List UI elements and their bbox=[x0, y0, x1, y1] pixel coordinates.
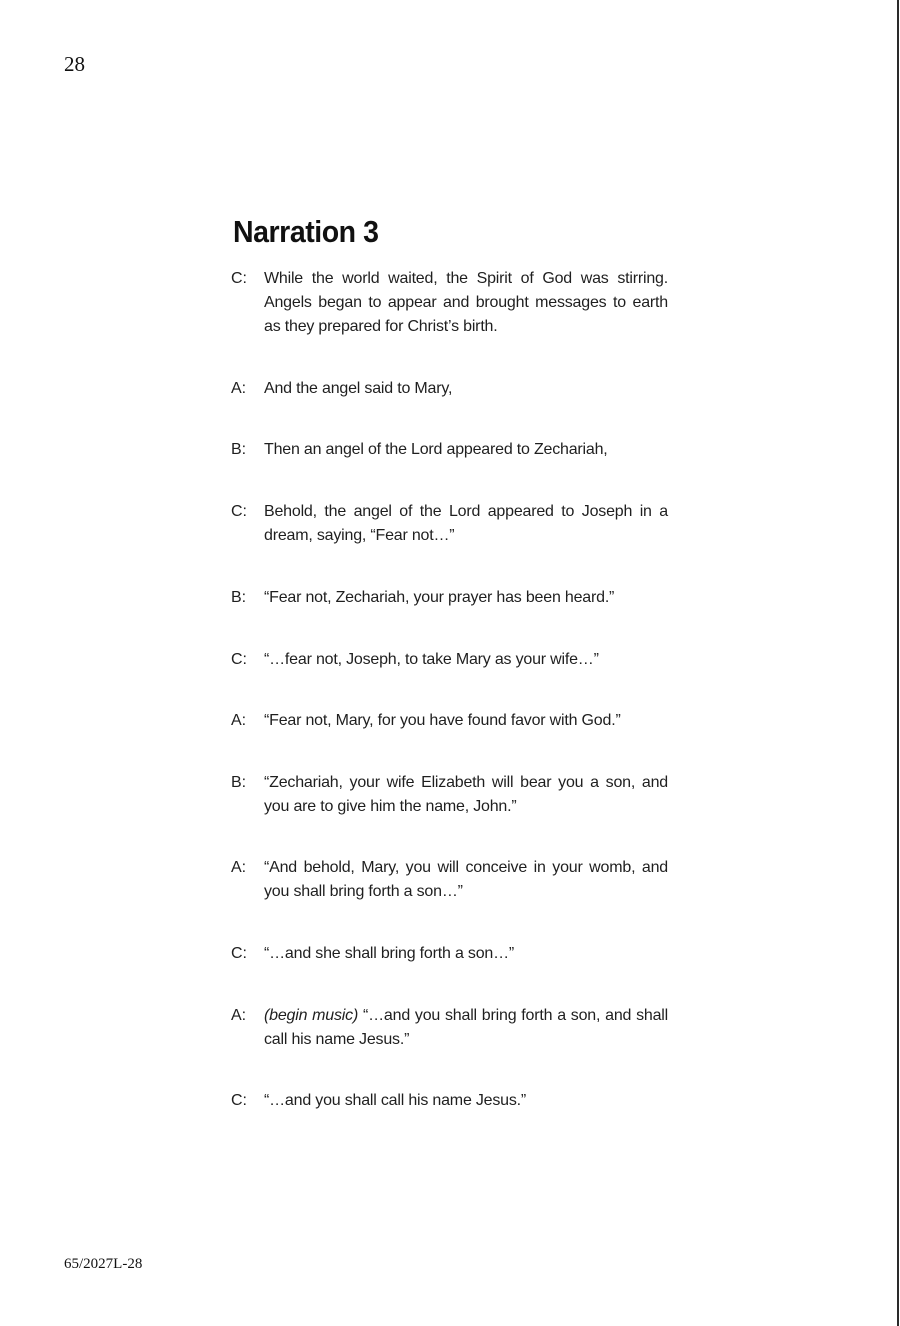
narration-line bbox=[231, 267, 668, 339]
speaker-label: A: bbox=[231, 859, 247, 876]
footer-code: 65/2027L-28 bbox=[64, 1256, 143, 1272]
line-text: “…and she shall bring forth a son…” bbox=[264, 945, 515, 962]
speaker-label: C: bbox=[231, 945, 247, 962]
narration-line bbox=[231, 856, 668, 904]
narration-line bbox=[231, 377, 668, 401]
speaker-label: B: bbox=[231, 589, 247, 606]
speaker-label: B: bbox=[231, 441, 247, 458]
narration-line bbox=[231, 648, 668, 672]
line-text-body: “…and you shall bring forth a son, and shall call his name Jesus.” bbox=[264, 1007, 669, 1048]
speaker-label: C: bbox=[231, 503, 247, 520]
speaker-label: A: bbox=[231, 1007, 247, 1024]
stage-direction: (begin music) bbox=[264, 1007, 359, 1024]
speaker-label: C: bbox=[231, 1092, 247, 1109]
narration-line bbox=[231, 438, 668, 462]
page-number: 28 bbox=[64, 52, 85, 76]
line-text: “…fear not, Joseph, to take Mary as your wife…” bbox=[264, 651, 599, 668]
narration-line bbox=[231, 586, 668, 610]
speaker-label: C: bbox=[231, 651, 247, 668]
speaker-label: C: bbox=[231, 270, 247, 287]
speaker-label: A: bbox=[231, 712, 247, 729]
line-text: “Fear not, Zechariah, your prayer has been heard.” bbox=[264, 589, 615, 606]
narration-line bbox=[231, 771, 668, 819]
narration-line bbox=[231, 942, 668, 966]
line-text: While the world waited, the Spirit of God was stirring. Angels began to appear and brought messages to earth as they prepared for Christ’s birth. bbox=[264, 270, 668, 335]
page-title: Narration 3 bbox=[233, 214, 379, 249]
line-text: “And behold, Mary, you will conceive in your womb, and you shall bring forth a son…” bbox=[264, 859, 668, 900]
line-text bbox=[264, 1004, 668, 1052]
line-text: “Zechariah, your wife Elizabeth will bear you a son, and you are to give him the name, John.” bbox=[264, 774, 668, 815]
line-text: And the angel said to Mary, bbox=[264, 380, 453, 397]
speaker-label: A: bbox=[231, 380, 247, 397]
narration-line bbox=[231, 1089, 668, 1113]
speaker-label: B: bbox=[231, 774, 247, 791]
line-text: Then an angel of the Lord appeared to Zechariah, bbox=[264, 441, 608, 458]
narration-line bbox=[231, 500, 668, 548]
narration-line bbox=[231, 709, 668, 733]
line-text: “…and you shall call his name Jesus.” bbox=[264, 1092, 527, 1109]
line-text: “Fear not, Mary, for you have found favor with God.” bbox=[264, 712, 621, 729]
narration-line bbox=[231, 1004, 668, 1052]
page-edge-rule bbox=[897, 0, 899, 1326]
line-text: Behold, the angel of the Lord appeared to Joseph in a dream, saying, “Fear not…” bbox=[264, 503, 668, 544]
